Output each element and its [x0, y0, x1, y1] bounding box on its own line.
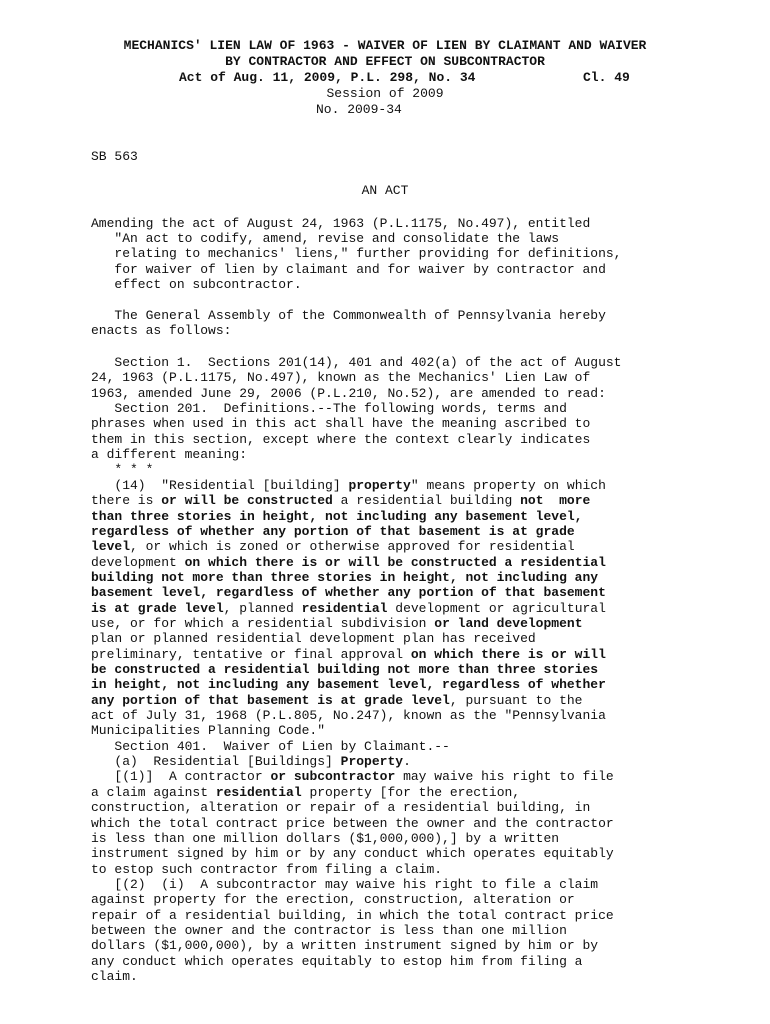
amended-text: is at grade level — [91, 600, 224, 616]
body-line — [91, 800, 590, 815]
text-line: The General Assembly of the Commonwealth of Pennsylvania hereby — [91, 308, 606, 323]
text-line: for waiver of lien by claimant and for waiver by contractor and — [91, 261, 606, 277]
text-run: Municipalities Planning Code." — [91, 723, 326, 739]
text-run: , pursuant to the — [449, 692, 583, 708]
amended-text: or land development — [434, 615, 583, 631]
amended-text: on which there is or will — [410, 646, 606, 662]
act-number: No. 2009-34 — [316, 102, 402, 117]
act-class: Cl. 49 — [583, 70, 630, 85]
body-line — [91, 785, 520, 800]
body-line — [91, 908, 614, 923]
body-line — [91, 708, 606, 723]
text-run: against property for the erection, construction, alteration or — [91, 892, 575, 908]
text-line: relating to mechanics' liens," further providing for definitions, — [91, 246, 622, 262]
text-run: 24, 1963 (P.L.1175, No.497), known as the Mechanics' Lien Law of — [91, 370, 591, 386]
text-run: to estop such contractor from filing a claim. — [91, 861, 443, 877]
body-line — [91, 662, 598, 677]
body-line — [91, 370, 590, 385]
bill-number: SB 563 — [91, 149, 138, 164]
text-run: there is — [91, 493, 162, 509]
text-run: plan or planned residential development plan has received — [91, 631, 536, 647]
text-line: "An act to codify, amend, revise and consolidate the laws — [91, 231, 560, 247]
text-run: (14) "Residential [building] — [91, 477, 349, 493]
body-line — [91, 355, 622, 370]
session-label: Session of 2009 — [326, 86, 444, 101]
text-run: a claim against — [91, 784, 216, 800]
body-line — [91, 923, 567, 938]
body-line — [91, 462, 153, 477]
amended-text: basement level, regardless of whether any portion of that basement — [91, 585, 606, 601]
text-run: , or which is zoned or otherwise approved for residential — [130, 539, 575, 555]
body-line — [91, 447, 247, 462]
text-run: act of July 31, 1968 (P.L.805, No.247), known as the "Pennsylvania — [91, 708, 606, 724]
text-run: Section 1. Sections 201(14), 401 and 402(a) of the act of August — [91, 355, 622, 370]
body-line — [91, 555, 606, 570]
text-run: . — [403, 754, 411, 770]
body-line — [91, 846, 614, 861]
text-run: any conduct which operates equitably to estop him from filing a — [91, 953, 583, 969]
body-line — [91, 386, 606, 401]
text-run: (a) Residential [Buildings] — [91, 754, 341, 770]
text-run: which the total contract price between the owner and the contractor — [91, 815, 614, 831]
body-line — [91, 723, 325, 738]
act-title-line-1: MECHANICS' LIEN LAW OF 1963 - WAIVER OF LIEN BY CLAIMANT AND WAIVER — [123, 38, 647, 53]
text-run: preliminary, tentative or final approval — [91, 646, 411, 662]
text-run: between the owner and the contractor is less than one million — [91, 922, 567, 938]
body-line — [91, 693, 582, 708]
body-line — [91, 585, 606, 600]
text-run: may waive his right to file — [395, 769, 614, 785]
text-run: repair of a residential building, in which the total contract price — [91, 907, 614, 923]
text-run: instrument signed by him or by any conduct which operates equitably — [91, 846, 614, 862]
amended-text: regardless of whether any portion of that basement is at grade — [91, 523, 575, 539]
body-line — [91, 954, 582, 969]
amended-text: or will be constructed — [161, 493, 333, 509]
body-line — [91, 631, 536, 646]
body-line — [91, 416, 590, 431]
amended-text: residential — [215, 784, 302, 800]
text-line: effect on subcontractor. — [91, 276, 302, 292]
body-line — [91, 493, 590, 508]
amended-text: level — [91, 539, 131, 555]
text-run: is less than one million dollars ($1,000,000),] by a written — [91, 830, 560, 846]
text-run: development or agricultural — [387, 600, 606, 616]
body-line — [91, 647, 606, 662]
text-run: claim. — [91, 969, 138, 984]
body-line — [91, 969, 138, 984]
text-run: a residential building — [332, 493, 521, 509]
text-run: use, or for which a residential subdivision — [91, 615, 435, 631]
text-run: Section 401. Waiver of Lien by Claimant.-- — [91, 738, 450, 754]
body-line — [91, 938, 598, 953]
text-run: phrases when used in this act shall have the meaning ascribed to — [91, 416, 591, 432]
body-line — [91, 769, 614, 784]
body-line — [91, 862, 442, 877]
text-run: * * * — [91, 462, 154, 478]
body-line — [91, 677, 606, 692]
amended-text: Property — [340, 754, 404, 770]
amended-text: than three stories in height, not including any basement level, — [91, 508, 583, 524]
amended-text: in height, not including any basement level, regardless of whether — [91, 677, 606, 693]
amended-text: not more — [520, 493, 591, 509]
text-run: " means property on which — [410, 477, 606, 493]
text-run: a different meaning: — [91, 447, 248, 463]
text-line: enacts as follows: — [91, 323, 232, 339]
amended-text: or subcontractor — [270, 769, 396, 785]
body-line — [91, 616, 583, 631]
body-line — [91, 570, 598, 585]
body-line — [91, 478, 606, 493]
text-run: them in this section, except where the context clearly indicates — [91, 431, 591, 447]
act-title-line-2: BY CONTRACTOR AND EFFECT ON SUBCONTRACTOR — [225, 54, 545, 69]
text-run: property [for the erection, — [301, 784, 521, 800]
body-line — [91, 524, 575, 539]
amended-text: any portion of that basement is at grade level — [91, 692, 450, 708]
act-citation: Act of Aug. 11, 2009, P.L. 298, No. 34 — [179, 70, 476, 85]
amended-text: building not more than three stories in height, not including any — [91, 569, 599, 585]
body-line — [91, 601, 606, 616]
amended-text: residential — [301, 600, 388, 616]
body-line — [91, 432, 590, 447]
text-run: development — [91, 554, 185, 570]
body-line — [91, 831, 559, 846]
body-line — [91, 739, 450, 754]
body-line — [91, 877, 598, 892]
body-line — [91, 816, 614, 831]
amended-text: on which there is or will be constructed a residential — [184, 554, 606, 570]
text-run: construction, alteration or repair of a residential building, in — [91, 800, 591, 816]
body-line — [91, 754, 411, 769]
body-line — [91, 509, 582, 524]
text-line: Amending the act of August 24, 1963 (P.L.1175, No.497), entitled — [91, 216, 591, 231]
text-run: [(2) (i) A subcontractor may waive his right to file a claim — [91, 876, 599, 892]
body-line — [91, 401, 567, 416]
text-run: 1963, amended June 29, 2006 (P.L.210, No.52), are amended to read: — [91, 385, 606, 401]
text-run: dollars ($1,000,000), by a written instrument signed by him or by — [91, 938, 599, 954]
amended-text: property — [348, 477, 411, 493]
text-run: Section 201. Definitions.--The following words, terms and — [91, 401, 567, 417]
an-act-heading: AN ACT — [361, 183, 409, 198]
body-line — [91, 539, 575, 554]
text-run: , planned — [223, 600, 302, 616]
body-line — [91, 892, 575, 907]
text-run: [(1)] A contractor — [91, 769, 271, 785]
amended-text: be constructed a residential building not more than three stories — [91, 662, 599, 677]
